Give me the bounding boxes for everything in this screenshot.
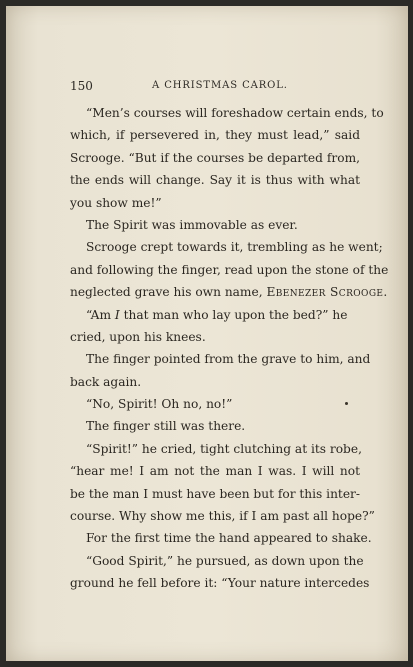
text-line-with-italic <box>70 304 360 326</box>
text-line: “Spirit!” he cried, tight clutching at its robe, <box>86 441 362 456</box>
text-line: “Good Spirit,” he pursued, as down upon the <box>86 553 364 568</box>
text-line: “hear me! I am not the man I was. I will not <box>70 464 360 479</box>
text-line: and following the finger, read upon the stone of the <box>70 262 389 277</box>
text-fragment: “Am <box>86 307 115 322</box>
name-small-caps: Ebenezer Scrooge. <box>266 285 388 300</box>
book-page <box>6 6 408 661</box>
text-line: The finger pointed from the grave to him, and <box>86 352 371 367</box>
text-line: Scrooge. “But if the courses be departed from, <box>70 150 360 165</box>
text-line: which, if persevered in, they must lead,” said <box>70 128 360 143</box>
text-line: “Men’s courses will foreshadow certain ends, to <box>86 106 384 120</box>
text-fragment: that man who lay upon the bed?” he <box>119 307 348 322</box>
text-line-with-name <box>70 281 388 303</box>
text-line: Scrooge crept towards it, trembling as he went; <box>86 240 383 255</box>
text-line: you show me!” <box>70 195 162 210</box>
text-line: For the first time the hand appeared to shake. <box>86 531 372 546</box>
text-line: the ends will change. Say it is thus with what <box>70 173 360 188</box>
text-line: be the man I must have been but for this inter- <box>70 486 360 501</box>
text-line: ground he fell before it: “Your nature intercedes <box>70 576 370 591</box>
running-title: A CHRISTMAS CAROL. <box>152 80 288 91</box>
text-fragment: neglected grave his own name, <box>70 285 267 300</box>
running-head <box>70 79 358 95</box>
paper-fleck <box>345 402 348 405</box>
text-line: back again. <box>70 374 142 389</box>
text-line: The Spirit was immovable as ever. <box>86 217 298 232</box>
text-line: course. Why show me this, if I am past all hope?” <box>70 509 375 524</box>
page-number: 150 <box>70 79 93 93</box>
text-line: The finger still was there. <box>86 419 246 434</box>
text-line: cried, upon his knees. <box>70 329 206 344</box>
italic-word: I <box>114 307 120 322</box>
body-text <box>70 102 389 595</box>
text-line: “No, Spirit! Oh no, no!” <box>86 397 233 412</box>
